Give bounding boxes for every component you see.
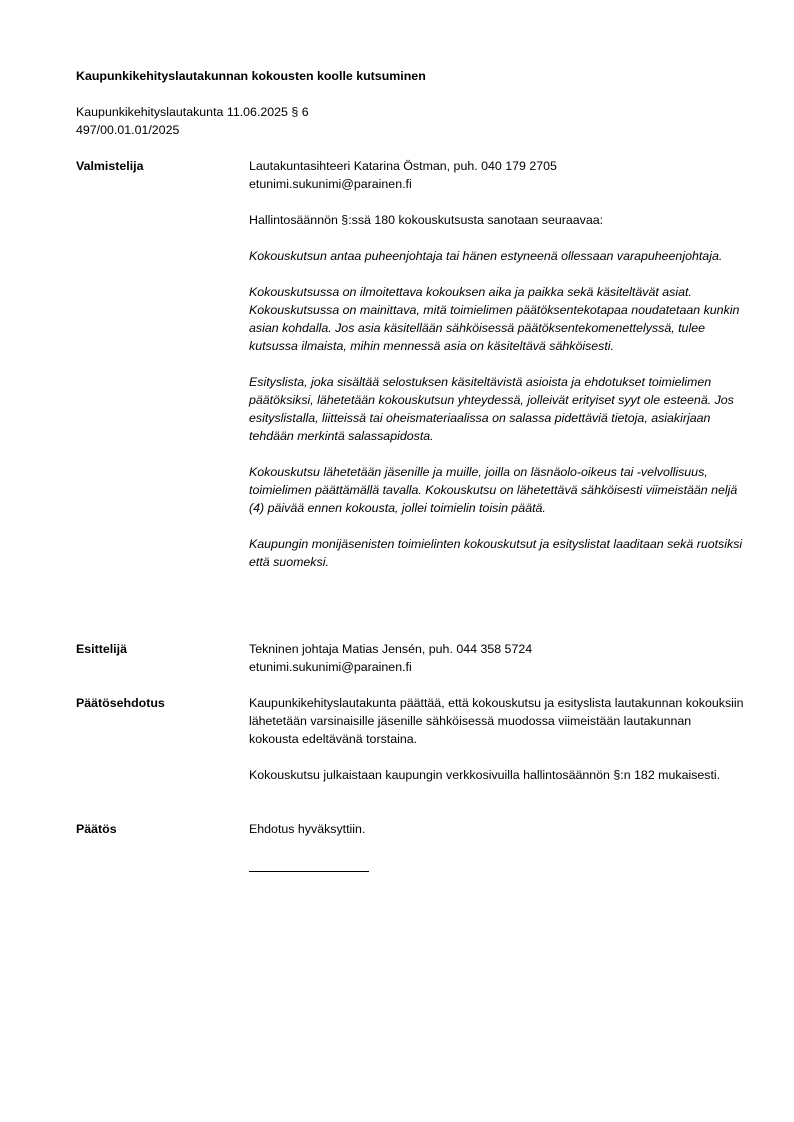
section-valmistelija [249,157,744,571]
signature-divider [249,871,369,872]
regulation-quote-4: Kokouskutsu lähetetään jäsenille ja muille, joilla on läsnäolo-oikeus tai -velvollisuus, toimielimen päättämällä tavalla. Kokouskutsu on lähetettävä sähköisesti viimeistään neljä (4) päivää ennen kokousta, jollei toimielin toisin päätä. [249,465,738,515]
section-esittelija [249,640,744,676]
section-paatos [249,820,744,838]
preparer-email: etunimi.sukunimi@parainen.fi [249,177,412,191]
proposal-text-1: Kaupunkikehityslautakunta päättää, että kokouskutsu ja esityslista lautakunnan kokouksiin lähetetään varsinaisille jäsenille sähköisessä muodossa viimeistään lautakunnan kokousta edeltävänä torstaina. [249,696,744,746]
regulation-quote-5: Kaupungin monijäsenisten toimielinten kokouskutsut ja esityslistat laaditaan sekä ruotsiksi että suomeksi. [249,537,743,569]
section-paatosehdotus [249,694,744,784]
section-label-paatos: Päätös [76,822,117,836]
section-label-valmistelija: Valmistelija [76,159,144,173]
presenter-contact: Tekninen johtaja Matias Jensén, puh. 044 358 5724 [249,642,533,656]
proposal-text-2: Kokouskutsu julkaistaan kaupungin verkkosivuilla hallintosäännön §:n 182 mukaisesti. [249,768,721,782]
document-title: Kaupunkikehityslautakunnan kokousten koolle kutsuminen [76,69,426,83]
record-number: 497/00.01.01/2025 [76,123,180,137]
section-label-paatosehdotus: Päätösehdotus [76,696,165,710]
regulation-quote-3: Esityslista, joka sisältää selostuksen käsiteltävistä asioista ja ehdotukset toimielimen päätöksiksi, lähetetään kokouskutsun yhteydessä, jolleivät erityiset syyt ole esteenä. Jos esityslistalla, liitteissä tai oheismateriaalissa on salassa pidettäviä tietoja, asiakirjaan tehdään merkintä salassapidosta. [249,375,734,443]
meeting-line: Kaupunkikehityslautakunta 11.06.2025 § 6 [76,105,309,119]
regulation-intro: Hallintosäännön §:ssä 180 kokouskutsusta sanotaan seuraavaa: [249,213,604,227]
presenter-email: etunimi.sukunimi@parainen.fi [249,660,412,674]
document-meta [76,103,309,139]
preparer-contact: Lautakuntasihteeri Katarina Östman, puh. 040 179 2705 [249,159,557,173]
regulation-quote-2: Kokouskutsussa on ilmoitettava kokouksen aika ja paikka sekä käsiteltävät asiat. Kokouskutsussa on mainittava, mitä toimielimen päätöksentekotapaa noudatetaan kunkin asian kohdalla. Jos asia käsitellään sähköisessä päätöksentekomenettelyssä, tulee kutsussa ilmaista, mihin mennessä asia on käsiteltävä sähköisesti. [249,285,740,353]
regulation-quote-1: Kokouskutsun antaa puheenjohtaja tai hänen estyneenä ollessaan varapuheenjohtaja. [249,249,723,263]
section-label-esittelija: Esittelijä [76,642,127,656]
decision-text: Ehdotus hyväksyttiin. [249,822,366,836]
